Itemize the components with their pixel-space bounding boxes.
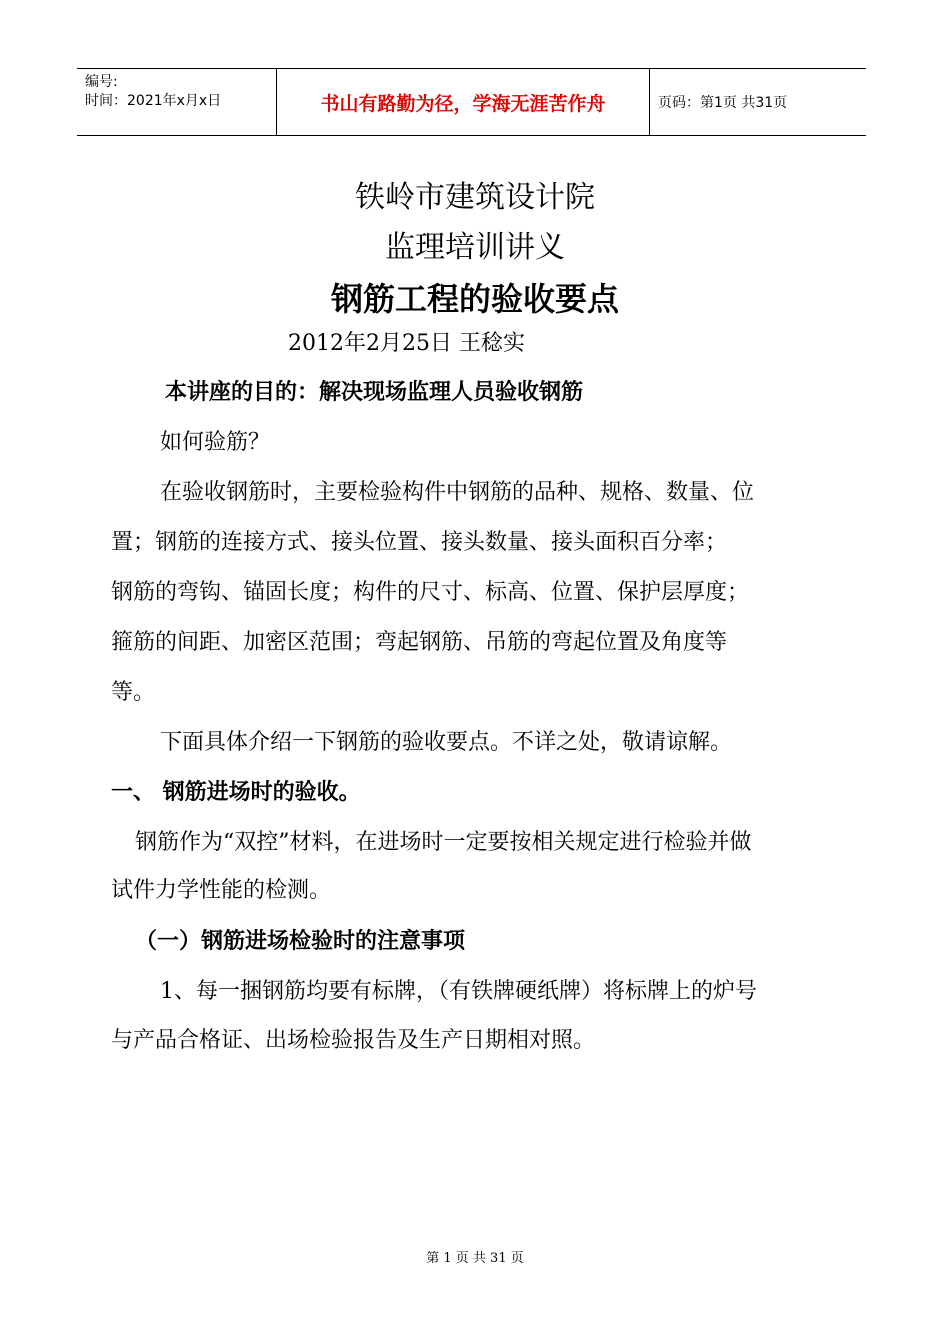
para1-line3: 钢筋的弯钩、锚固长度；构件的尺寸、标高、位置、保护层厚度；	[111, 580, 750, 605]
section-heading-1: 一、 钢筋进场时的验收。	[111, 780, 361, 805]
para2: 下面具体介绍一下钢筋的验收要点。不详之处，敬请谅解。	[160, 730, 733, 755]
item1-line1: 1、每一捆钢筋均要有标牌，（有铁牌硬纸牌）将标牌上的炉号	[160, 979, 757, 1004]
page-footer: 第 1 页 共 31 页	[426, 1251, 524, 1266]
dateline: 2012年2月25日 王稔实	[288, 331, 525, 356]
series-title: 监理培训讲义	[385, 230, 565, 265]
para1-line1: 在验收钢筋时，主要检验构件中钢筋的品种、规格、数量、位	[160, 480, 755, 505]
para3-line1: 钢筋作为“双控”材料，在进场时一定要按相关规定进行检验并做	[135, 830, 752, 855]
para3-line2: 试件力学性能的检测。	[111, 878, 332, 903]
header-table	[77, 68, 866, 136]
page-info: 页码：第1页 共31页	[658, 95, 788, 111]
para1-line4: 箍筋的间距、加密区范围；弯起钢筋、吊筋的弯起位置及角度等	[111, 630, 728, 655]
motto: 书山有路勤为径，学海无涯苦作舟	[277, 69, 650, 135]
org-title: 铁岭市建筑设计院	[355, 180, 595, 215]
purpose-line: 本讲座的目的：解决现场监理人员验收钢筋	[165, 380, 584, 405]
para1-line2: 置；钢筋的连接方式、接头位置、接头数量、接头面积百分率；	[111, 530, 728, 555]
para1-line5: 等。	[111, 680, 156, 705]
code-label: 编号:	[85, 74, 118, 90]
header-meta-cell	[77, 69, 277, 135]
question-line: 如何验筋？	[160, 430, 271, 455]
main-title: 钢筋工程的验收要点	[330, 280, 619, 318]
time-label: 时间：2021年x月x日	[85, 93, 222, 109]
item1-line2: 与产品合格证、出场检验报告及生产日期相对照。	[111, 1028, 596, 1053]
subsection-heading-1: （一）钢筋进场检验时的注意事项	[135, 929, 466, 954]
